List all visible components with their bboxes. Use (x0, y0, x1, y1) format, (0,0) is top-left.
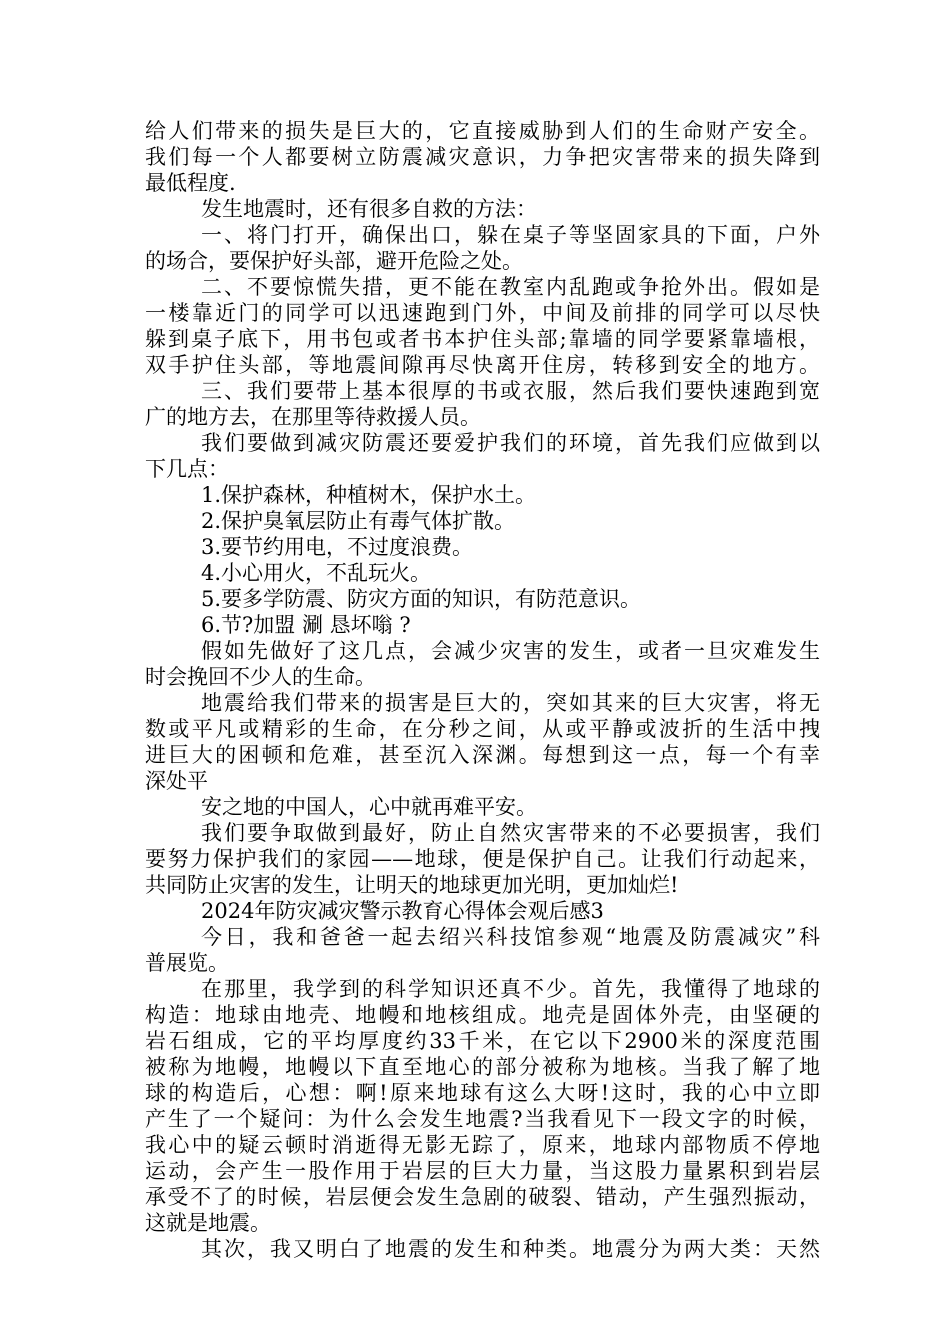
list-item: 3.要节约用电，不过度浪费。 (201, 535, 474, 559)
text-line: 发生地震时，还有很多自救的方法： (201, 197, 537, 221)
text-line: 我们要做到减灾防震还要爱护我们的环境，首先我们应做到以 (201, 431, 820, 455)
text-line: 要努力保护我们的家园——地球，便是保护自己。让我们行动起来， (145, 847, 820, 871)
text-line: 下几点： (145, 457, 229, 481)
text-line: 普展览。 (145, 951, 229, 975)
text-line: 今日，我和爸爸一起去绍兴科技馆参观“地震及防震减灾”科 (201, 925, 820, 949)
list-item: 5.要多学防震、防灾方面的知识，有防范意识。 (201, 587, 642, 611)
text-line: 躲到桌子底下，用书包或者书本护住头部;靠墙的同学要紧靠墙根， (145, 327, 820, 351)
text-line: 时会挽回不少人的生命。 (145, 665, 376, 689)
text-line: 数或平凡或精彩的生命，在分秒之间，从或平静或波折的生活中拽 (145, 717, 820, 741)
list-item: 1.保护森林，种植树木，保护水土。 (201, 483, 537, 507)
text-line: 给人们带来的损失是巨大的，它直接威胁到人们的生命财产安全。 (145, 119, 820, 143)
text-line: 三、我们要带上基本很厚的书或衣服，然后我们要快速跑到宽 (201, 379, 820, 403)
text-line: 双手护住头部，等地震间隙再尽快离开住房，转移到安全的地方。 (145, 353, 820, 377)
text-line: 这就是地震。 (145, 1211, 271, 1235)
text-line: 一楼靠近门的同学可以迅速跑到门外，中间及前排的同学可以尽快 (145, 301, 820, 325)
text-line: 的场合，要保护好头部，避开危险之处。 (145, 249, 523, 273)
text-line: 深处平 (145, 769, 208, 793)
text-line: 在那里，我学到的科学知识还真不少。首先，我懂得了地球的 (201, 977, 820, 1001)
text-line: 最低程度. (145, 171, 236, 195)
text-line: 其次，我又明白了地震的发生和种类。地震分为两大类：天然 (201, 1237, 820, 1261)
text-line: 构造：地球由地壳、地幔和地核组成。地壳是固体外壳，由坚硬的 (145, 1003, 820, 1027)
section-heading: 2024年防灾减灾警示教育心得体会观后感3 (201, 899, 604, 923)
text-line: 岩石组成，它的平均厚度约33千米，在它以下2900米的深度范围 (145, 1029, 820, 1053)
text-line: 我心中的疑云顿时消逝得无影无踪了，原来，地球内部物质不停地 (145, 1133, 820, 1157)
list-item: 4.小心用火，不乱玩火。 (201, 561, 432, 585)
text-line: 安之地的中国人，心中就再难平安。 (201, 795, 537, 819)
list-item: 6.节?加盟 涮 恳坏嗡 ? (201, 613, 411, 637)
text-line: 运动，会产生一股作用于岩层的巨大力量，当这股力量累积到岩层 (145, 1159, 820, 1183)
text-line: 被称为地幔，地幔以下直至地心的部分被称为地核。当我了解了地 (145, 1055, 820, 1079)
text-line: 承受不了的时候，岩层便会发生急剧的破裂、错动，产生强烈振动， (145, 1185, 820, 1209)
text-line: 假如先做好了这几点，会减少灾害的发生，或者一旦灾难发生 (201, 639, 820, 663)
text-line: 共同防止灾害的发生，让明天的地球更加光明，更加灿烂! (145, 873, 679, 897)
document-page (145, 118, 820, 1262)
text-line: 二、不要惊慌失措，更不能在教室内乱跑或争抢外出。假如是 (201, 275, 820, 299)
text-line: 我们要争取做到最好，防止自然灾害带来的不必要损害，我们 (201, 821, 820, 845)
text-line: 地震给我们带来的损害是巨大的，突如其来的巨大灾害，将无 (201, 691, 820, 715)
text-line: 一、将门打开，确保出口，躲在桌子等坚固家具的下面，户外 (201, 223, 820, 247)
text-line: 进巨大的困顿和危难，甚至沉入深渊。每想到这一点，每一个有幸 (145, 743, 820, 767)
text-line: 广的地方去，在那里等待救援人员。 (145, 405, 481, 429)
list-item: 2.保护臭氧层防止有毒气体扩散。 (201, 509, 516, 533)
text-line: 产生了一个疑问：为什么会发生地震?当我看见下一段文字的时候， (145, 1107, 820, 1131)
text-line: 我们每一个人都要树立防震减灾意识，力争把灾害带来的损失降到 (145, 145, 820, 169)
text-line: 球的构造后，心想：啊!原来地球有这么大呀!这时，我的心中立即 (145, 1081, 820, 1105)
